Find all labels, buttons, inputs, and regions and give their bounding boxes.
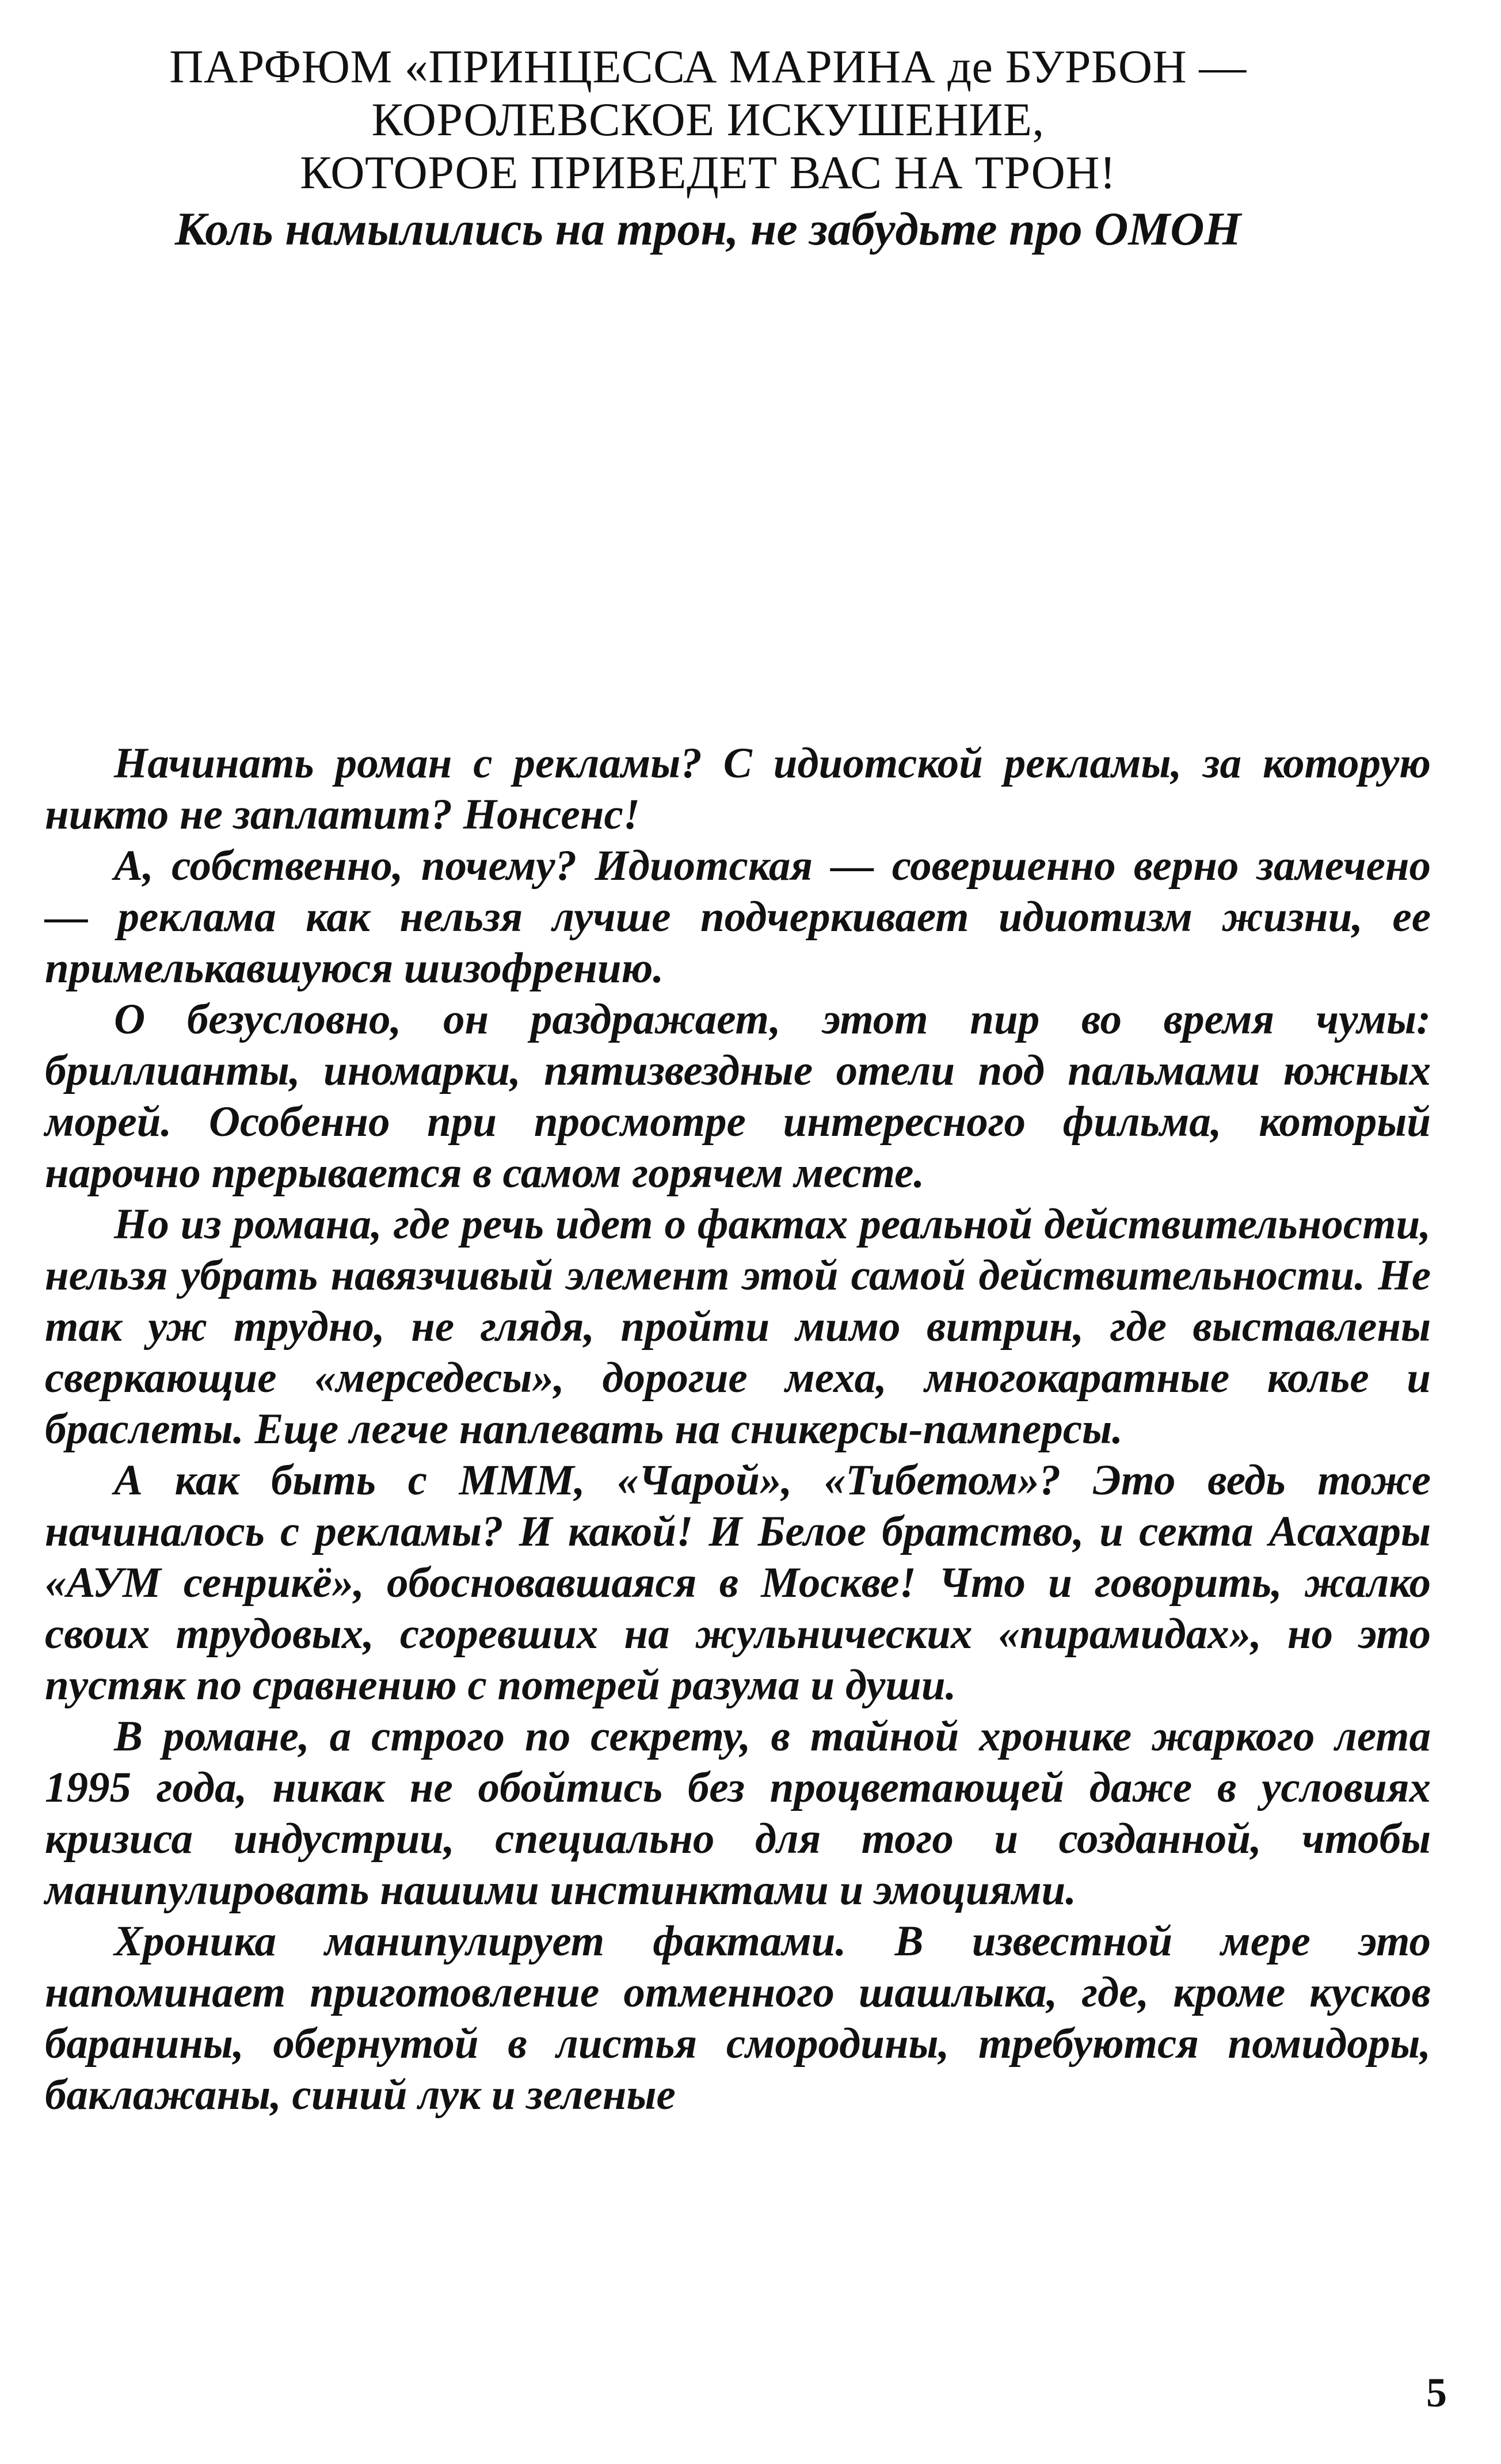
paragraph: В романе, а строго по секрету, в тайной хронике жаркого лета 1995 года, никак не обойтись без процветающей даже в условиях кризиса индустрии, специально для того и созданной, чтобы манипулировать нашими инстинктами и эмоциями. <box>45 1712 1431 1914</box>
chapter-heading <box>121 40 1295 199</box>
heading-line-3: КОТОРОЕ ПРИВЕДЕТ ВАС НА ТРОН! <box>300 146 1116 199</box>
paragraph: Но из романа, где речь идет о фактах реальной действительности, нельзя убрать навязчивый элемент этой самой действительности. Не так уж трудно, не глядя, пройти мимо витрин, где выставлены сверкающие «мерседесы», дорогие меха, многокаратные колье и браслеты. Еще легче наплевать на сникерсы-памперсы. <box>45 1200 1431 1453</box>
epigraph: Коль намылились на трон, не забудьте про ОМОН <box>174 203 1241 255</box>
body-text <box>45 738 1431 2120</box>
paragraph: Начинать роман с рекламы? С идиотской рекламы, за которую никто не заплатит? Нонсенс! <box>45 739 1431 838</box>
page-number: 5 <box>1426 2370 1447 2416</box>
paragraph: А, собственно, почему? Идиотская — совершенно верно замечено — реклама как нельзя лучше подчеркивает идиотизм жизни, ее примелькавшуюся шизофрению. <box>45 842 1431 992</box>
heading-line-1: ПАРФЮМ «ПРИНЦЕССА МАРИНА де БУРБОН — <box>169 40 1247 93</box>
paragraph: Хроника манипулирует фактами. В известной мере это напоминает приготовление отменного шашлыка, где, кроме кусков баранины, обернутой в листья смородины, требуются помидоры, баклажаны, синий лук и зеленые <box>45 1917 1431 2119</box>
paragraph: О безусловно, он раздражает, этот пир во время чумы: бриллианты, иномарки, пятизвездные отели под пальмами южных морей. Особенно при просмотре интересного фильма, который нарочно прерывается в самом горячем месте. <box>45 995 1431 1197</box>
paragraph: А как быть с МММ, «Чарой», «Тибетом»? Это ведь тоже начиналось с рекламы? И какой! И Белое братство, и секта Асахары «АУМ сенрикё», обосновавшаяся в Москве! Что и говорить, жалко своих трудовых, сгоревших на жульнических «пирамидах», но это пустяк по сравнению с потерей разума и души. <box>45 1456 1431 1709</box>
heading-line-2: КОРОЛЕВСКОЕ ИСКУШЕНИЕ, <box>371 93 1045 146</box>
